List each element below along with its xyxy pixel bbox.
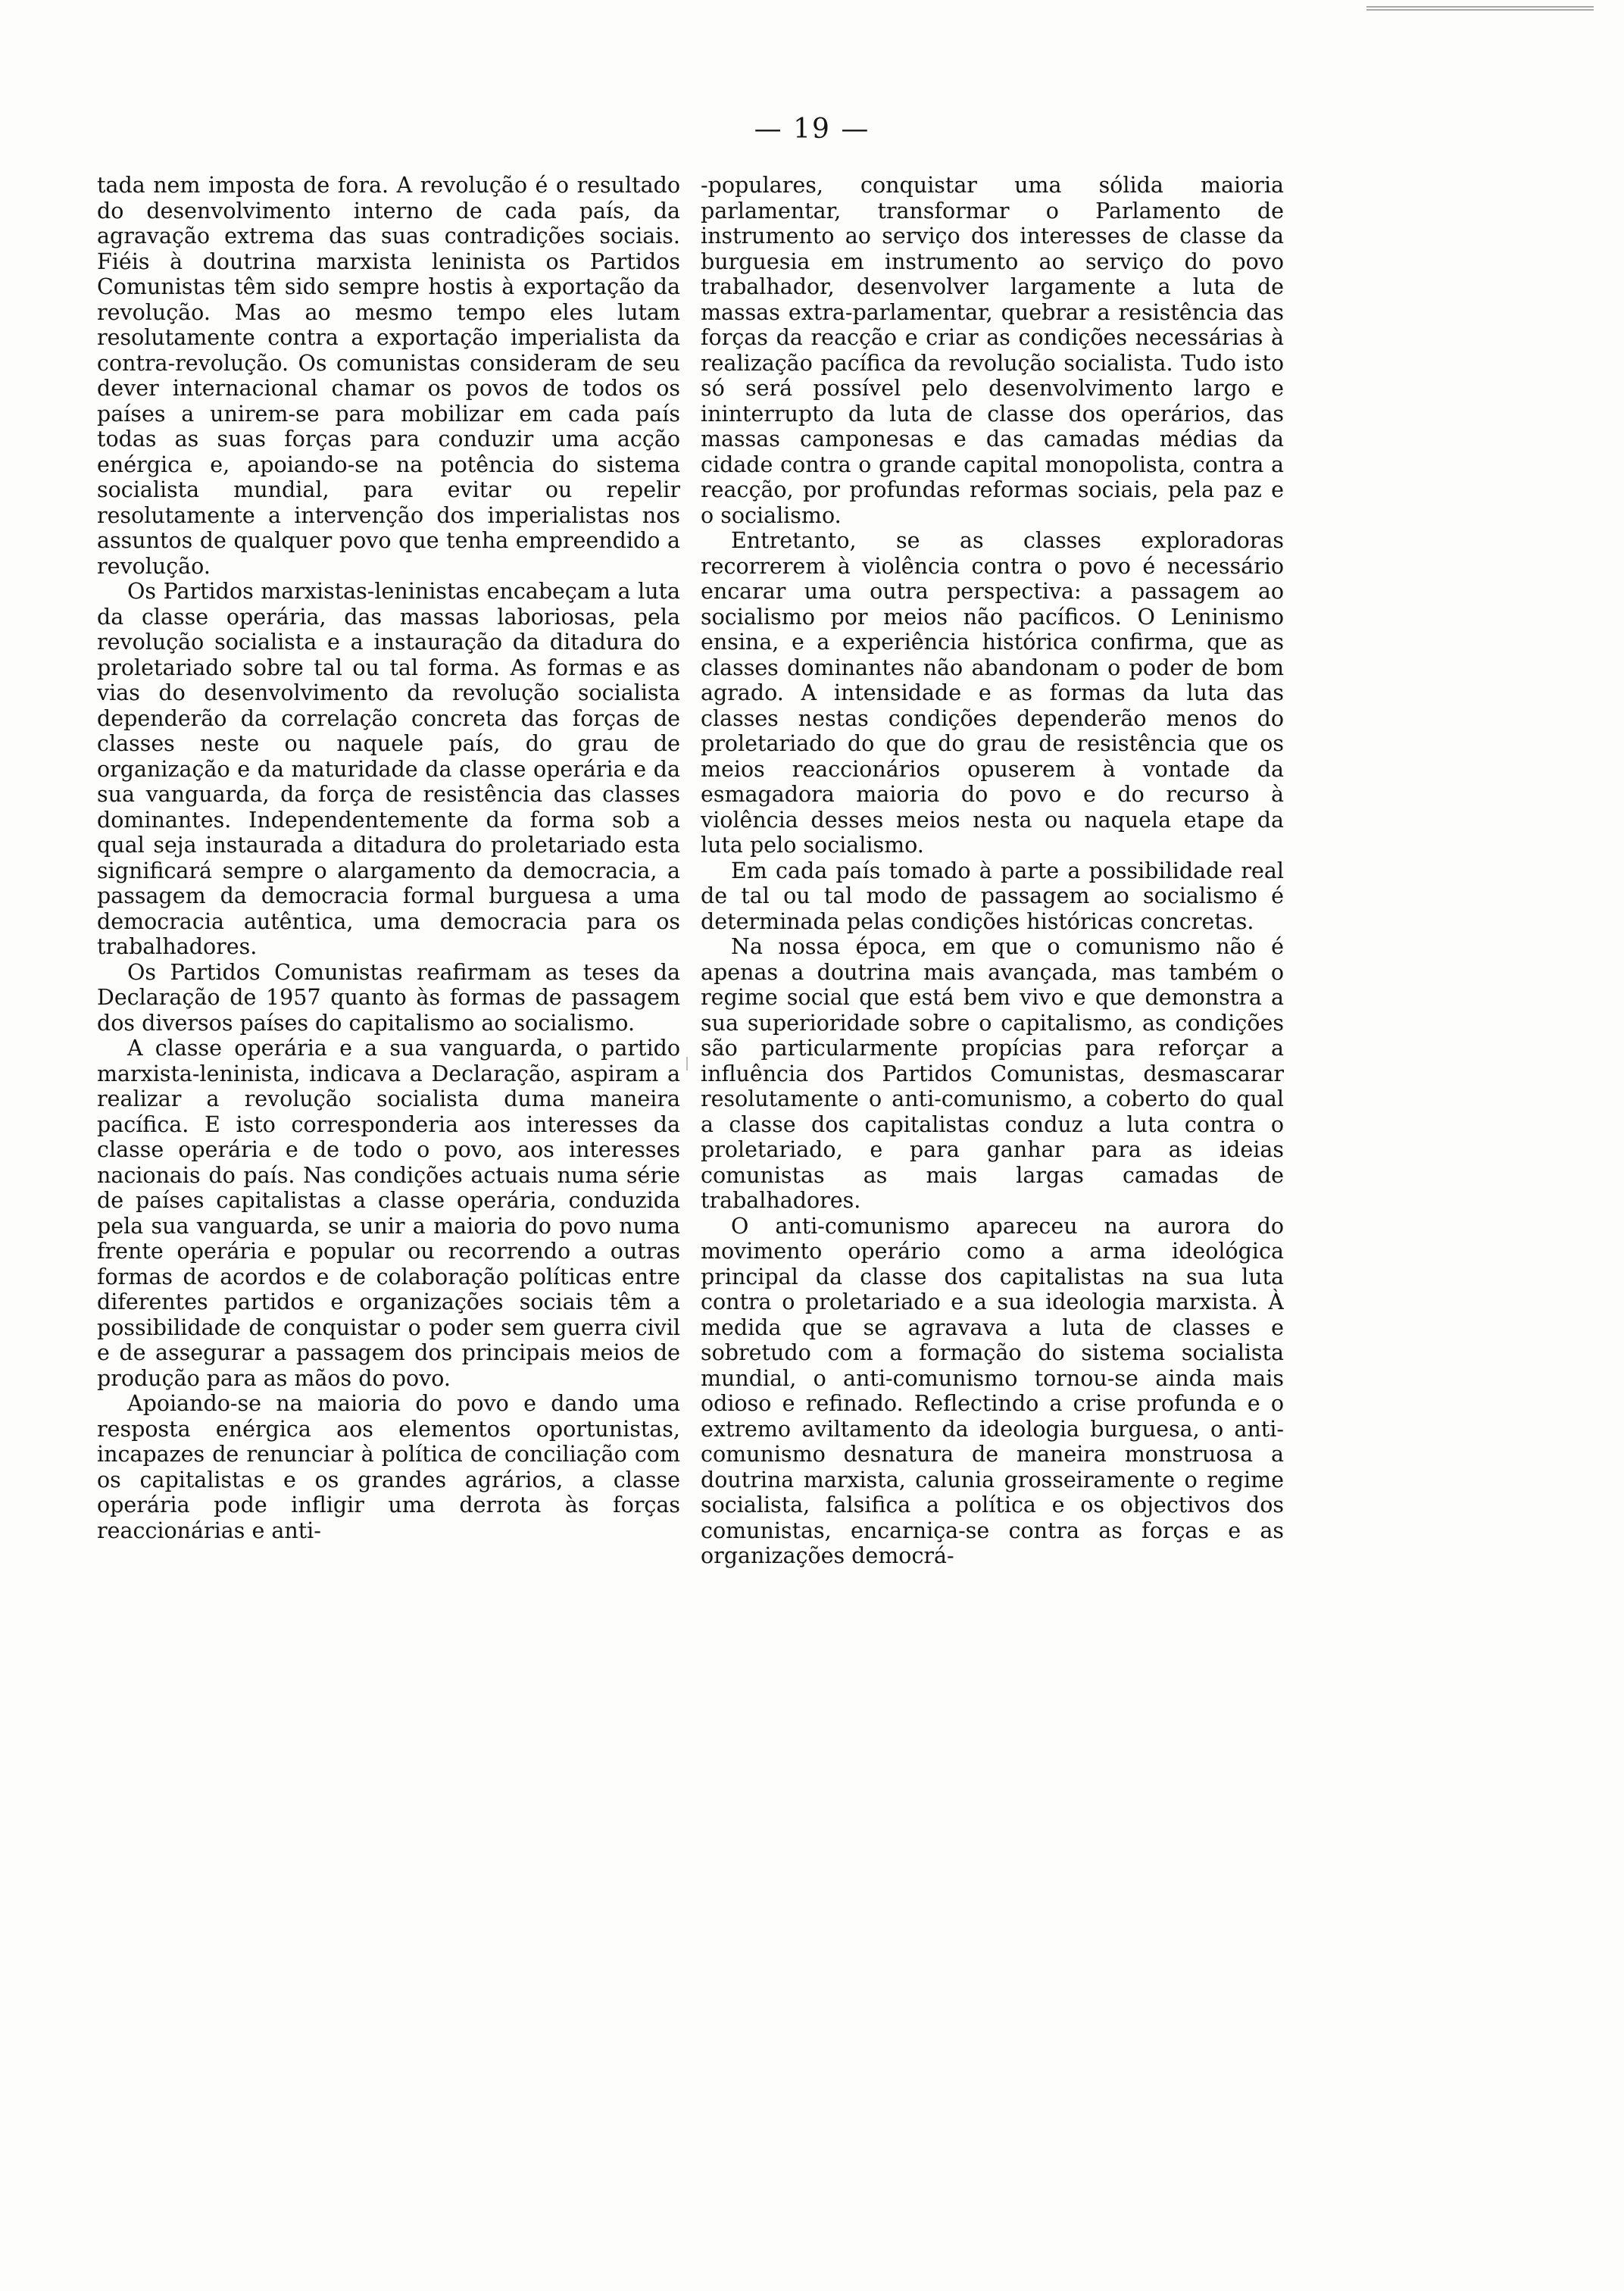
paragraph: Em cada país tomado à parte a possibilidade real de tal ou tal modo de passagem ao socialismo é determinada pelas condições históricas concretas. (701, 858, 1284, 934)
gutter-mark (686, 1057, 688, 1070)
left-column (97, 173, 680, 2218)
paragraph: A classe operária e a sua vanguarda, o partido marxista-leninista, indicava a Declaração, aspiram a realizar a revolução socialista duma maneira pacífica. E isto corresponderia aos interesses da classe operária e de todo o povo, aos interesses nacionais do país. Nas condições actuais numa série de países capitalistas a classe operária, conduzida pela sua vanguarda, se unir a maioria do povo numa frente operária e popular ou recorrendo a outras formas de acordos e de colaboração políticas entre diferentes partidos e organizações sociais têm a possibilidade de conquistar o poder sem guerra civil e de assegurar a passagem dos principais meios de produção para as mãos do povo. (97, 1036, 680, 1391)
scan-edge-marks (1366, 6, 1594, 11)
paragraph: Os Partidos Comunistas reafirmam as teses da Declaração de 1957 quanto às formas de passagem dos diversos países do capitalismo ao socialismo. (97, 959, 680, 1036)
paragraph: tada nem imposta de fora. A revolução é o resultado do desenvolvimento interno de cada país, da agravação extrema das suas contradições sociais. Fiéis à doutrina marxista leninista os Partidos Comunistas têm sido sempre hostis à exportação da revolução. Mas ao mesmo tempo eles lutam resolutamente contra a exportação imperialista da contra-revolução. Os comunistas consideram de seu dever internacional chamar os povos de todos os países a unirem-se para mobilizar em cada país todas as suas forças para conduzir uma acção enérgica e, apoiando-se na potência do sistema socialista mundial, para evitar ou repelir resolutamente a intervenção dos imperialistas nos assuntos de qualquer povo que tenha empreendido a revolução. (97, 173, 680, 579)
paragraph: Entretanto, se as classes exploradoras recorrerem à violência contra o povo é necessário encarar uma outra perspectiva: a passagem ao socialismo por meios não pacíficos. O Leninismo ensina, e a experiência histórica confirma, que as classes dominantes não abandonam o poder de bom agrado. A intensidade e as formas da luta das classes nestas condições dependerão menos do proletariado do que do grau de resistência que os meios reaccionários opuserem à vontade da esmagadora maioria do povo e do recurso à violência desses meios nesta ou naquela etape da luta pelo socialismo. (701, 528, 1284, 858)
paragraph: O anti-comunismo apareceu na aurora do movimento operário como a arma ideológica principal da classe dos capitalistas na sua luta contra o proletariado e a sua ideologia marxista. À medida que se agravava a luta de classes e sobretudo com a formação do sistema socialista mundial, o anti-comunismo tornou-se ainda mais odioso e refinado. Reflectindo a crise profunda e o extremo aviltamento da ideologia burguesa, o anti-comunismo desnatura de maneira monstruosa a doutrina marxista, calunia grosseiramente o regime socialista, falsifica a política e os objectivos dos comunistas, encarniça-se contra as forças e as organizações democrá- (701, 1213, 1284, 1568)
right-column (701, 173, 1284, 2218)
paragraph: Na nossa época, em que o comunismo não é apenas a doutrina mais avançada, mas também o regime social que está bem vivo e que demonstra a sua superioridade sobre o capitalismo, as condições são particularmente propícias para reforçar a influência dos Partidos Comunistas, desmascarar resolutamente o anti-comunismo, a coberto do qual a classe dos capitalistas conduz a luta contra o proletariado, e para ganhar para as ideias comunistas as mais largas camadas de trabalhadores. (701, 934, 1284, 1213)
paragraph: Os Partidos marxistas-leninistas encabeçam a luta da classe operária, das massas laboriosas, pela revolução socialista e a instauração da ditadura do proletariado sobre tal ou tal forma. As formas e as vias do desenvolvimento da revolução socialista dependerão da correlação concreta das forças de classes neste ou naquele país, do grau de organização e da maturidade da classe operária e da sua vanguarda, da força de resistência das classes dominantes. Independentemente da forma sob a qual seja instaurada a ditadura do proletariado esta significará sempre o alargamento da democracia, a passagem da democracia formal burguesa a uma democracia autêntica, uma democracia para os trabalhadores. (97, 579, 680, 959)
paragraph: Apoiando-se na maioria do povo e dando uma resposta enérgica aos elementos oportunistas, incapazes de renunciar à política de conciliação com os capitalistas e os grandes agrários, a classe operária pode infligir uma derrota às forças reaccionárias e anti- (97, 1391, 680, 1543)
paragraph: -populares, conquistar uma sólida maioria parlamentar, transformar o Parlamento de instrumento ao serviço dos interesses de classe da burguesia em instrumento ao serviço do povo trabalhador, desenvolver largamente a luta de massas extra-parlamentar, quebrar a resistência das forças da reacção e criar as condições necessárias à realização pacífica da revolução socialista. Tudo isto só será possível pelo desenvolvimento largo e ininterrupto da luta de classe dos operários, das massas camponesas e das camadas médias da cidade contra o grande capital monopolista, contra a reacção, por profundas reformas sociais, pela paz e o socialismo. (701, 173, 1284, 528)
page-number: — 19 — (754, 114, 870, 145)
